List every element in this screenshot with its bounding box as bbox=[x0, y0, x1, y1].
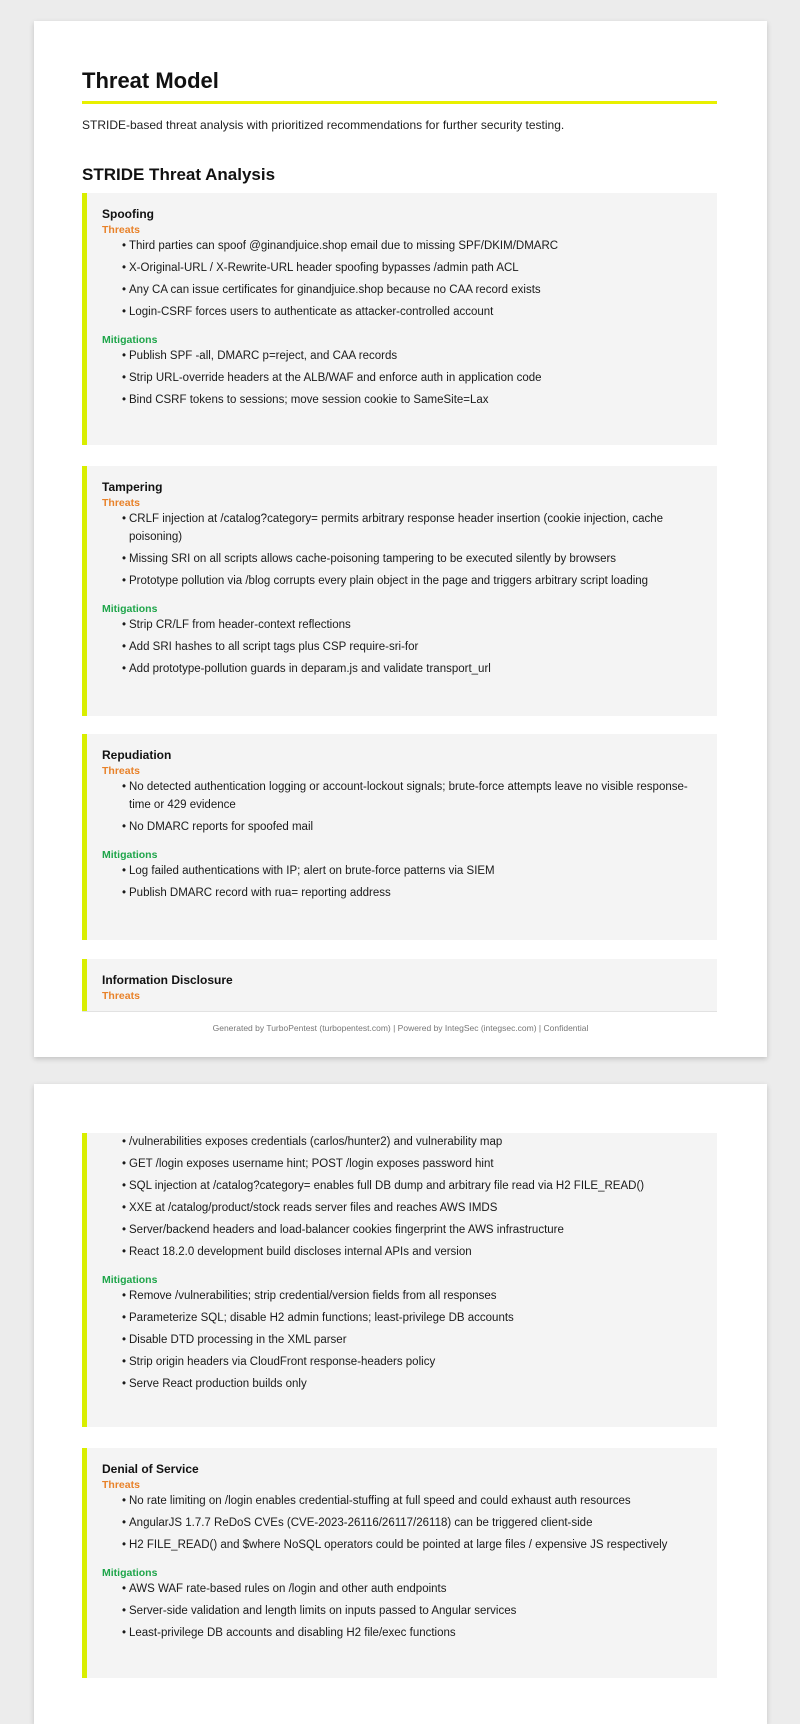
mitigation-list-spoofing bbox=[102, 347, 703, 409]
mitigation-item: • Server-side validation and length limits on inputs passed to Angular services bbox=[122, 1602, 703, 1620]
mitigation-item: • Remove /vulnerabilities; strip credential/version fields from all responses bbox=[122, 1287, 703, 1305]
mitigation-item: • Strip origin headers via CloudFront response-headers policy bbox=[122, 1353, 703, 1371]
mitigation-list-tampering bbox=[102, 616, 703, 678]
mitigation-list-information-disclosure bbox=[102, 1287, 703, 1393]
mitigation-item: • Least-privilege DB accounts and disabling H2 file/exec functions bbox=[122, 1624, 703, 1642]
card-title-tampering: Tampering bbox=[102, 480, 163, 494]
threats-label: Threats bbox=[102, 990, 140, 1002]
card-title-information-disclosure: Information Disclosure bbox=[102, 973, 233, 987]
mitigation-list-denial-of-service bbox=[102, 1580, 703, 1642]
document-title: Threat Model bbox=[82, 68, 219, 93]
mitigation-item: • Disable DTD processing in the XML parser bbox=[122, 1331, 703, 1349]
mitigations-label: Mitigations bbox=[102, 849, 158, 861]
mitigation-item: • Parameterize SQL; disable H2 admin functions; least-privilege DB accounts bbox=[122, 1309, 703, 1327]
threat-item: • H2 FILE_READ() and $where NoSQL operators could be pointed at large files / expensive JS respectively bbox=[122, 1536, 703, 1554]
threats-label: Threats bbox=[102, 1479, 140, 1491]
threat-item: • GET /login exposes username hint; POST /login exposes password hint bbox=[122, 1155, 703, 1173]
threat-item: • Third parties can spoof @ginandjuice.shop email due to missing SPF/DKIM/DMARC bbox=[122, 237, 703, 255]
threat-item: • No DMARC reports for spoofed mail bbox=[122, 818, 703, 836]
page-footer: Generated by TurboPentest (turbopentest.com) | Powered by IntegSec (integsec.com) | Confidential bbox=[212, 1023, 589, 1033]
mitigation-list-repudiation bbox=[102, 862, 703, 902]
threat-item: • SQL injection at /catalog?category= enables full DB dump and arbitrary file read via H2 FILE_READ() bbox=[122, 1177, 703, 1195]
threat-list-repudiation bbox=[102, 778, 703, 836]
mitigations-label: Mitigations bbox=[102, 603, 158, 615]
mitigation-item: • Serve React production builds only bbox=[122, 1375, 703, 1393]
stride-card-information-disclosure bbox=[82, 959, 717, 1011]
threat-item: • Login-CSRF forces users to authenticate as attacker-controlled account bbox=[122, 303, 703, 321]
mitigation-item: • Log failed authentications with IP; alert on brute-force patterns via SIEM bbox=[122, 862, 703, 880]
stride-card-tampering bbox=[82, 466, 717, 716]
threat-item: • Missing SRI on all scripts allows cache-poisoning tampering to be executed silently by browsers bbox=[122, 550, 703, 568]
threat-list-information-disclosure bbox=[102, 1133, 703, 1261]
stride-card-denial-of-service bbox=[82, 1448, 717, 1678]
mitigation-item: • Publish DMARC record with rua= reporting address bbox=[122, 884, 703, 902]
mitigation-item: • Add prototype-pollution guards in deparam.js and validate transport_url bbox=[122, 660, 703, 678]
mitigations-label: Mitigations bbox=[102, 1567, 158, 1579]
threats-label: Threats bbox=[102, 765, 140, 777]
threat-item: • Prototype pollution via /blog corrupts every plain object in the page and triggers arbitrary script loading bbox=[122, 572, 703, 590]
threat-item: • Server/backend headers and load-balancer cookies fingerprint the AWS infrastructure bbox=[122, 1221, 703, 1239]
stride-card-repudiation bbox=[82, 734, 717, 940]
mitigation-item: • Publish SPF -all, DMARC p=reject, and CAA records bbox=[122, 347, 703, 365]
footer-divider bbox=[82, 1011, 717, 1012]
mitigation-item: • AWS WAF rate-based rules on /login and other auth endpoints bbox=[122, 1580, 703, 1598]
threat-list-tampering bbox=[102, 510, 703, 590]
mitigation-item: • Add SRI hashes to all script tags plus CSP require-sri-for bbox=[122, 638, 703, 656]
threat-item: • React 18.2.0 development build discloses internal APIs and version bbox=[122, 1243, 703, 1261]
mitigation-item: • Strip CR/LF from header-context reflections bbox=[122, 616, 703, 634]
threat-item: • Any CA can issue certificates for ginandjuice.shop because no CAA record exists bbox=[122, 281, 703, 299]
threat-item: • X-Original-URL / X-Rewrite-URL header spoofing bypasses /admin path ACL bbox=[122, 259, 703, 277]
mitigation-item: • Strip URL-override headers at the ALB/WAF and enforce auth in application code bbox=[122, 369, 703, 387]
card-title-repudiation: Repudiation bbox=[102, 748, 172, 762]
threat-item: • No detected authentication logging or account-lockout signals; brute-force attempts leave no visible response-time or 429 evidence bbox=[122, 778, 703, 814]
threat-list-spoofing bbox=[102, 237, 703, 321]
card-title-spoofing: Spoofing bbox=[102, 207, 154, 221]
report-page-2 bbox=[34, 1084, 767, 1724]
mitigations-label: Mitigations bbox=[102, 1274, 158, 1286]
threats-label: Threats bbox=[102, 497, 140, 509]
title-underline bbox=[82, 101, 717, 104]
threat-item: • /vulnerabilities exposes credentials (carlos/hunter2) and vulnerability map bbox=[122, 1133, 703, 1151]
stride-card-information-disclosure-continued bbox=[82, 1133, 717, 1427]
mitigation-item: • Bind CSRF tokens to sessions; move session cookie to SameSite=Lax bbox=[122, 391, 703, 409]
threats-label: Threats bbox=[102, 224, 140, 236]
threat-item: • CRLF injection at /catalog?category= permits arbitrary response header insertion (cookie injection, cache poisoning) bbox=[122, 510, 703, 546]
document-intro: STRIDE-based threat analysis with prioritized recommendations for further security testing. bbox=[82, 118, 565, 132]
section-heading-stride: STRIDE Threat Analysis bbox=[82, 165, 276, 184]
threat-list-denial-of-service bbox=[102, 1492, 703, 1554]
card-title-denial-of-service: Denial of Service bbox=[102, 1462, 199, 1476]
threat-item: • XXE at /catalog/product/stock reads server files and reaches AWS IMDS bbox=[122, 1199, 703, 1217]
stride-card-spoofing bbox=[82, 193, 717, 445]
threat-item: • No rate limiting on /login enables credential-stuffing at full speed and could exhaust auth resources bbox=[122, 1492, 703, 1510]
mitigations-label: Mitigations bbox=[102, 334, 158, 346]
report-page-1 bbox=[34, 21, 767, 1057]
threat-item: • AngularJS 1.7.7 ReDoS CVEs (CVE-2023-26116/26117/26118) can be triggered client-side bbox=[122, 1514, 703, 1532]
